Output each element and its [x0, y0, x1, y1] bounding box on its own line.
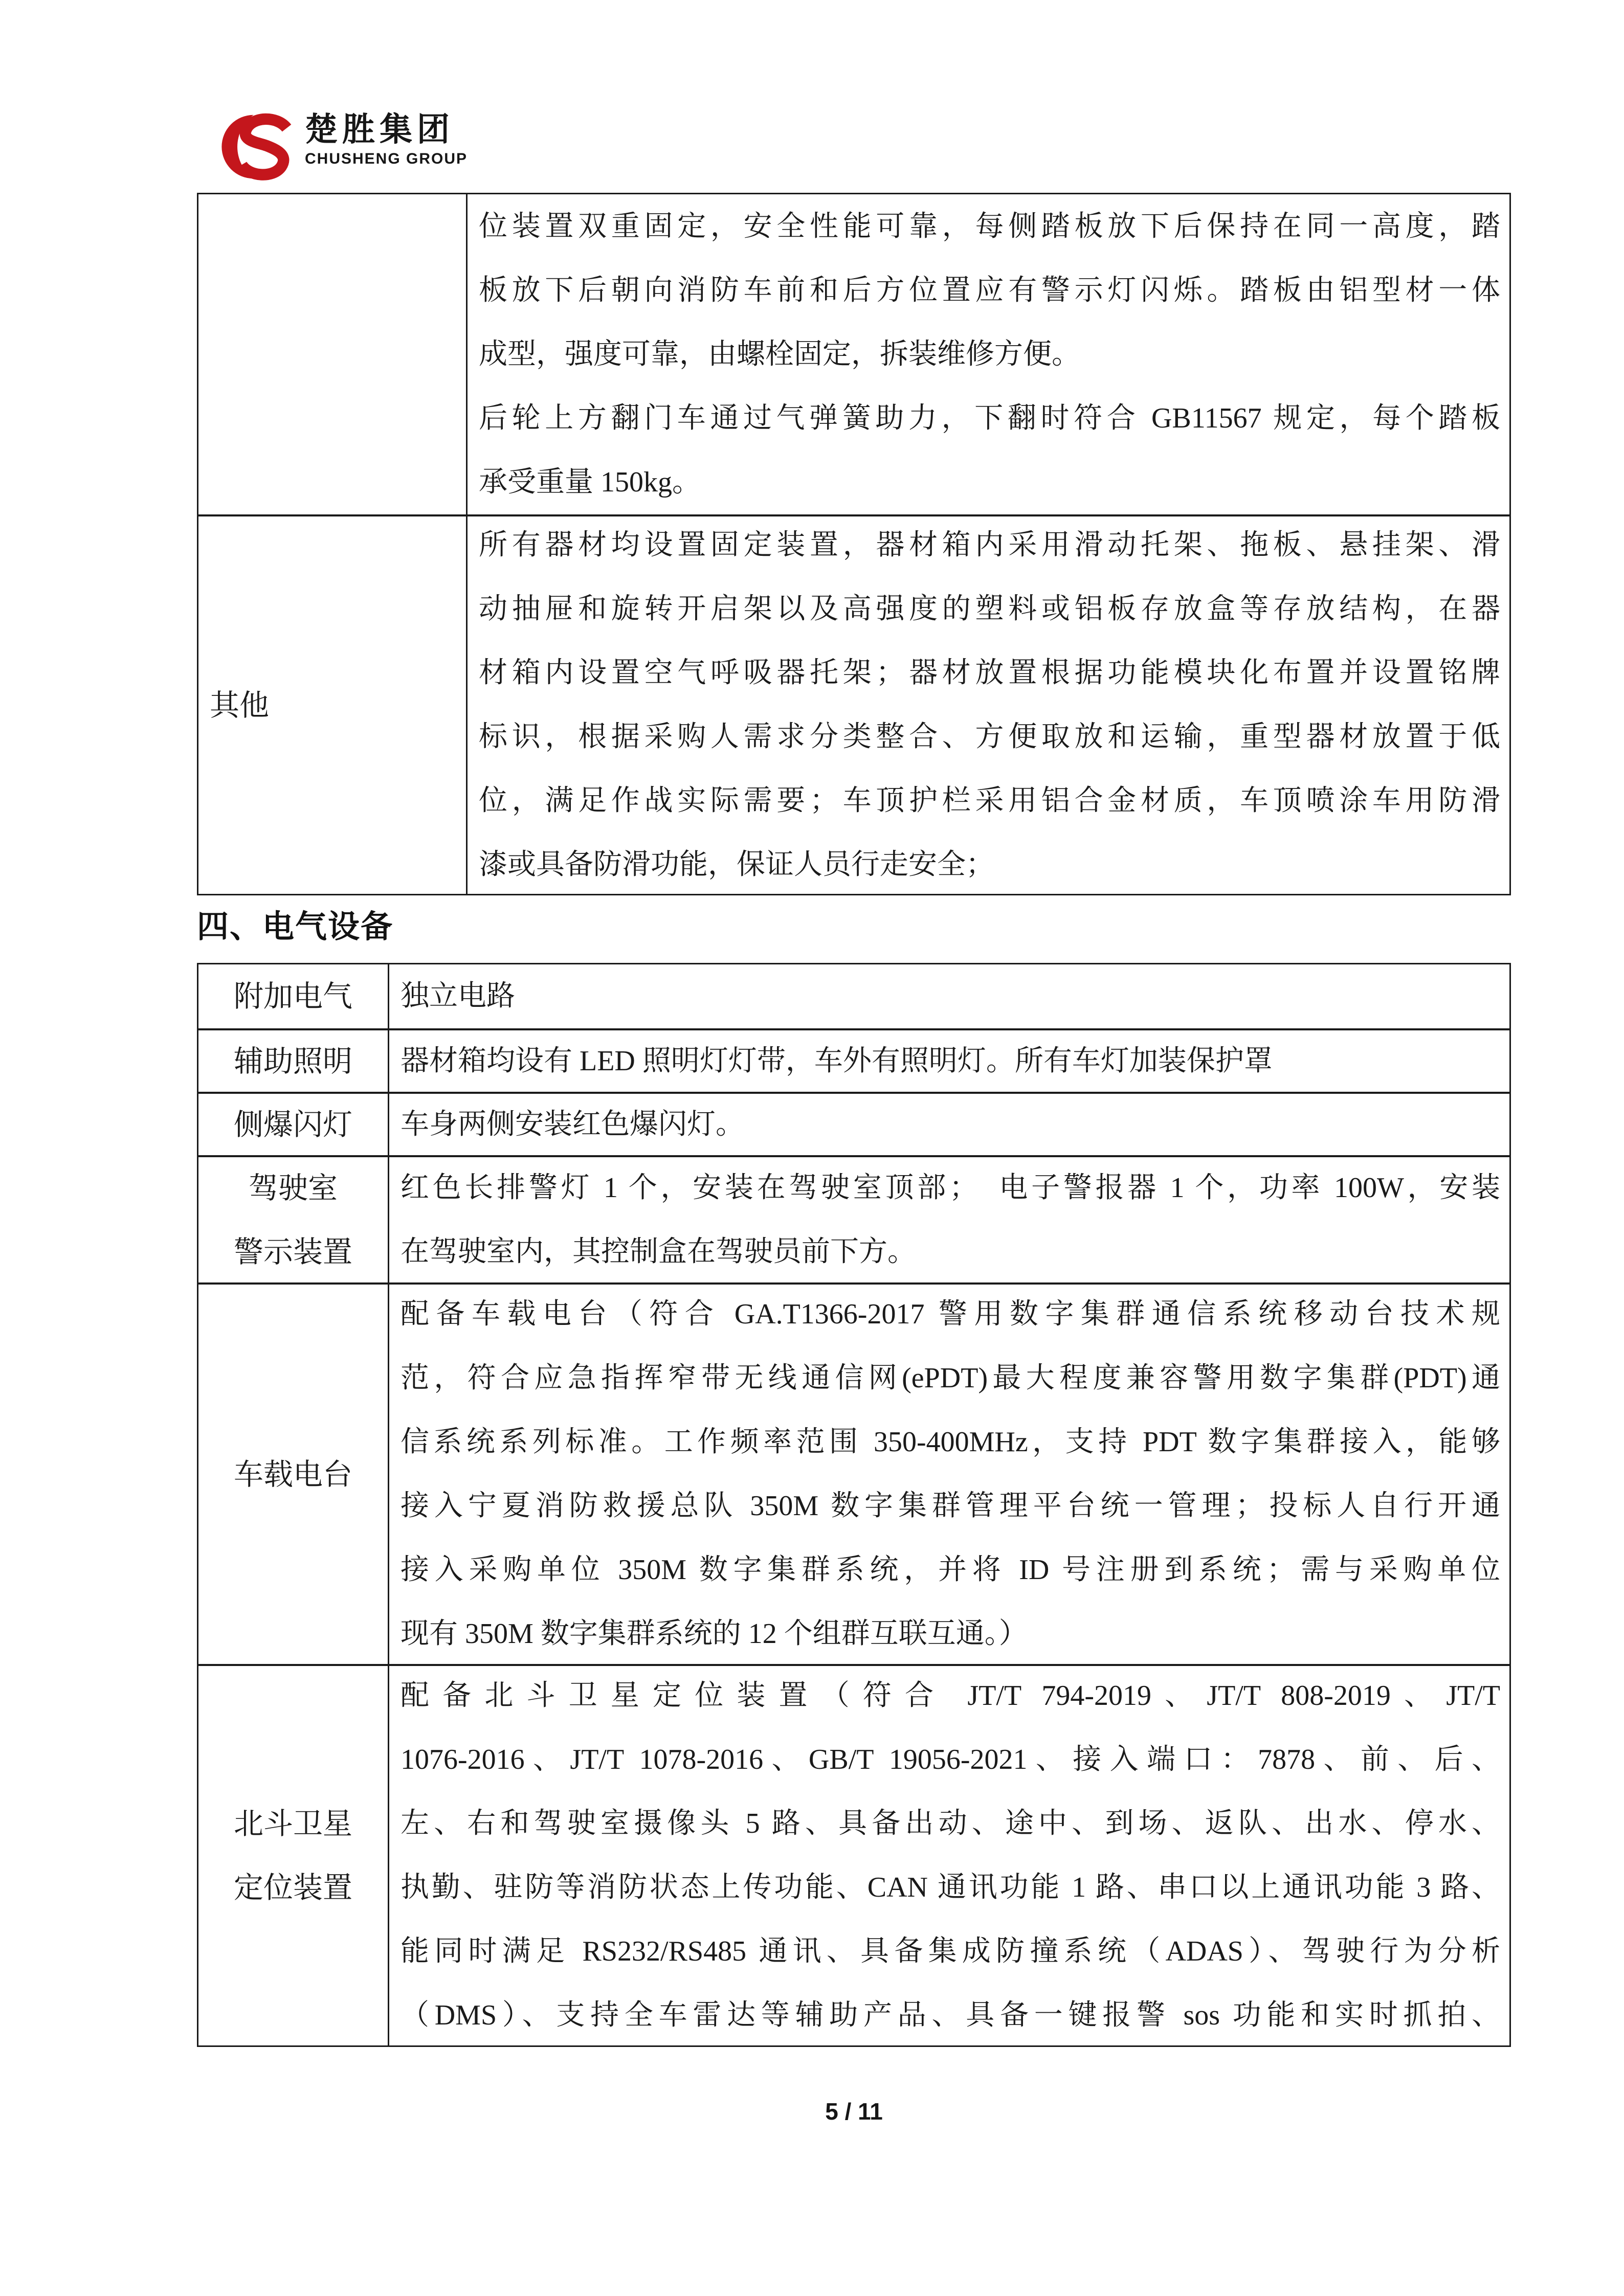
content-line: 材箱内设置空气呼吸器托架；器材放置根据功能模块化布置并设置铭牌 — [479, 657, 1500, 689]
row-label-text: 辅助照明 — [233, 1044, 352, 1078]
content-line: 所有器材均设置固定装置，器材箱内采用滑动托架、拖板、悬挂架、滑 — [479, 529, 1500, 561]
table-row — [198, 1092, 1509, 1155]
content-line: 执勤、驻防等消防状态上传功能、CAN 通讯功能 1 路、串口以上通讯功能 3 路、 — [401, 1872, 1500, 1903]
content-line: 接入宁夏消防救援总队 350M 数字集群管理平台统一管理；投标人自行开通 — [401, 1490, 1500, 1522]
row-label-cell — [198, 1094, 389, 1155]
row-label-cell — [198, 516, 468, 894]
content-line: 在驾驶室内，其控制盒在驾驶员前下方。 — [401, 1235, 916, 1268]
content-line: 红色长排警灯 1 个，安装在驾驶室顶部； 电子警报器 1 个，功率 100W，安装 — [401, 1172, 1500, 1204]
chusheng-logo-icon — [219, 111, 292, 182]
row-label-text: 侧爆闪灯 — [233, 1108, 352, 1141]
content-line: 独立电路 — [401, 980, 515, 1012]
table-row — [198, 1282, 1509, 1664]
row-label-text: 定位装置 — [233, 1871, 352, 1904]
row-content-cell — [468, 194, 1509, 514]
content-line: 信系统系列标准。工作频率范围 350-400MHz，支持 PDT 数字集群接入，能够 — [401, 1426, 1500, 1458]
table-row — [198, 194, 1509, 514]
table-row — [198, 1664, 1509, 2045]
row-label-text: 北斗卫星 — [233, 1807, 352, 1840]
row-content-cell — [389, 1094, 1509, 1155]
company-logo — [219, 111, 468, 182]
row-label-text: 附加电气 — [233, 980, 352, 1013]
content-line: 接入采购单位 350M 数字集群系统，并将 ID 号注册到系统；需与采购单位 — [401, 1554, 1500, 1586]
content-line: 左、右和驾驶室摄像头 5 路、具备出动、途中、到场、返队、出水、停水、 — [401, 1808, 1500, 1839]
table-row — [198, 514, 1509, 894]
row-content-cell — [389, 1285, 1509, 1664]
logo-chinese-name: 楚胜集团 — [305, 111, 454, 148]
row-content-cell — [468, 516, 1509, 894]
content-line: 1076-2016、JT/T 1078-2016、GB/T 19056-2021、接入端口：7878、前、后、 — [401, 1744, 1500, 1775]
row-label-cell — [198, 1157, 389, 1282]
content-line: 成型，强度可靠，由螺栓固定，拆装维修方便。 — [479, 338, 1080, 370]
content-line: 动抽屉和旋转开启架以及高强度的塑料或铝板存放盒等存放结构，在器 — [479, 593, 1500, 625]
content-line: 现有 350M 数字集群系统的 12 个组群互联互通。） — [401, 1618, 1028, 1650]
table-row — [198, 1028, 1509, 1092]
content-line: 范，符合应急指挥窄带无线通信网(ePDT)最大程度兼容警用数字集群(PDT)通 — [401, 1362, 1500, 1394]
content-line: 车身两侧安装红色爆闪灯。 — [401, 1108, 744, 1140]
row-content-cell — [389, 1666, 1509, 2045]
table-row — [198, 1155, 1509, 1282]
electrical-equipment-table — [197, 963, 1511, 2047]
row-label-text: 车载电台 — [233, 1457, 352, 1491]
content-line: 位，满足作战实际需要；车顶护栏采用铝合金材质，车顶喷涂车用防滑 — [479, 785, 1500, 817]
content-line: 器材箱均设有 LED 照明灯灯带，车外有照明灯。所有车灯加装保护罩 — [401, 1045, 1273, 1077]
content-line: 位装置双重固定，安全性能可靠，每侧踏板放下后保持在同一高度，踏 — [479, 210, 1500, 242]
content-line: 标识，根据采购人需求分类整合、方便取放和运输，重型器材放置于低 — [479, 721, 1500, 753]
row-label-cell — [198, 1030, 389, 1092]
row-label-text: 警示装置 — [233, 1235, 352, 1269]
section-heading: 四、电气设备 — [197, 909, 394, 944]
row-content-cell — [389, 964, 1509, 1028]
row-label-cell — [198, 194, 468, 514]
content-line: （DMS）、支持全车雷达等辅助产品、具备一键报警 sos 功能和实时抓拍、 — [401, 1999, 1500, 2031]
content-line: 配备车载电台（符合 GA.T1366-2017 警用数字集群通信系统移动台技术规 — [401, 1298, 1500, 1330]
row-label-text: 其他 — [210, 688, 270, 722]
page-number: 5 / 11 — [825, 2098, 883, 2125]
table-row — [198, 964, 1509, 1028]
spec-table-continued — [197, 193, 1511, 895]
content-line: 漆或具备防滑功能，保证人员行走安全； — [479, 849, 994, 881]
content-line: 配备北斗卫星定位装置（符合 JT/T 794-2019、JT/T 808-2019、JT/T — [401, 1680, 1500, 1712]
logo-english-name: CHUSHENG GROUP — [305, 150, 468, 167]
content-line: 板放下后朝向消防车前和后方位置应有警示灯闪烁。踏板由铝型材一体 — [479, 274, 1500, 306]
logo-text — [305, 111, 468, 168]
row-label-cell — [198, 1666, 389, 2045]
content-line: 承受重量 150kg。 — [479, 466, 701, 498]
row-content-cell — [389, 1030, 1509, 1092]
content-line: 后轮上方翻门车通过气弹簧助力，下翻时符合 GB11567 规定，每个踏板 — [479, 402, 1500, 434]
row-content-cell — [389, 1157, 1509, 1282]
row-label-text: 驾驶室 — [248, 1171, 338, 1205]
content-line: 能同时满足 RS232/RS485 通讯、具备集成防撞系统（ADAS）、驾驶行为分析 — [401, 1935, 1500, 1967]
row-label-cell — [198, 964, 389, 1028]
row-label-cell — [198, 1285, 389, 1664]
